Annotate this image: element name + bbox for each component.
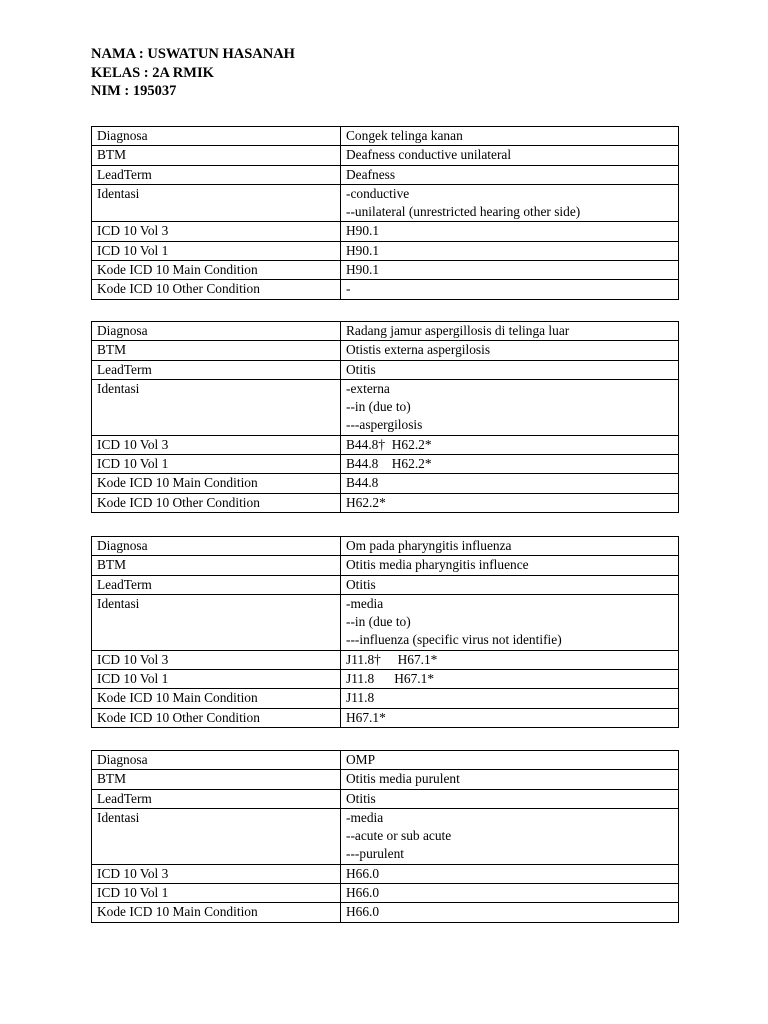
table-row [92,770,679,789]
row-value [341,689,679,708]
value-line: H66.0 [346,865,380,881]
value-line: Otitis media purulent [346,771,460,787]
value-line: Otitis [346,361,376,377]
row-value [341,184,679,222]
row-value [341,575,679,594]
row-value [341,322,679,341]
table-row [92,789,679,808]
table-row [92,146,679,165]
table-row [92,751,679,770]
value-line: Om pada pharyngitis influenza [346,538,512,553]
table-row [92,575,679,594]
table-row [92,165,679,184]
table-row [92,708,679,727]
value-line: Deafness [346,166,396,182]
row-label: Kode ICD 10 Main Condition [92,689,341,708]
row-value [341,474,679,493]
row-label: Diagnosa [92,537,341,556]
table-row [92,184,679,222]
row-label: ICD 10 Vol 3 [92,864,341,883]
value-line: ---purulent [346,846,405,862]
row-label: Identasi [92,184,341,222]
value-line: Radang jamur aspergillosis di telinga luar [346,323,570,338]
row-value [341,222,679,241]
value-line: H66.0 [346,885,380,901]
row-value [341,241,679,260]
row-label: LeadTerm [92,360,341,379]
value-line: J11.8† H67.1* [346,651,438,667]
row-label: Identasi [92,379,341,435]
table-row [92,808,679,864]
row-value [341,789,679,808]
row-value [341,341,679,360]
value-line: --acute or sub acute [346,828,452,844]
value-line: B44.8 H62.2* [346,456,432,472]
row-label: Identasi [92,594,341,650]
row-value [341,537,679,556]
row-label: ICD 10 Vol 3 [92,435,341,454]
row-label: BTM [92,341,341,360]
row-label: ICD 10 Vol 1 [92,455,341,474]
value-line: --unilateral (unrestricted hearing other side) [346,204,581,220]
student-name: NAMA : USWATUN HASANAH [91,46,295,62]
table-row [92,884,679,903]
value-line: --in (due to) [346,614,411,630]
value-line: H67.1* [346,709,386,725]
row-value [341,903,679,922]
icd-coding-table [91,321,679,513]
row-label: LeadTerm [92,575,341,594]
row-label: ICD 10 Vol 3 [92,222,341,241]
table-row [92,537,679,556]
row-label: Kode ICD 10 Main Condition [92,474,341,493]
table-row [92,241,679,260]
row-value [341,261,679,280]
value-line: J11.8 H67.1* [346,671,435,687]
table-row [92,864,679,883]
row-label: BTM [92,556,341,575]
value-line: B44.8 [346,475,379,491]
table-row [92,903,679,922]
row-label: Kode ICD 10 Main Condition [92,903,341,922]
table-row [92,322,679,341]
row-label: Kode ICD 10 Main Condition [92,261,341,280]
value-line: ---aspergilosis [346,417,423,433]
value-line: -media [346,595,384,611]
row-value [341,884,679,903]
row-value [341,435,679,454]
row-value [341,379,679,435]
row-label: ICD 10 Vol 1 [92,241,341,260]
value-line: Deafness conductive unilateral [346,147,512,163]
row-value [341,808,679,864]
icd-coding-table [91,126,679,300]
value-line: ---influenza (specific virus not identifie) [346,632,562,648]
row-label: BTM [92,770,341,789]
row-label: ICD 10 Vol 1 [92,884,341,903]
row-value [341,455,679,474]
row-value [341,493,679,512]
value-line: Otitis [346,576,376,592]
value-line: -externa [346,380,390,396]
row-label: Kode ICD 10 Other Condition [92,280,341,299]
row-label: Kode ICD 10 Other Condition [92,493,341,512]
table-row [92,650,679,669]
row-value [341,594,679,650]
row-label: ICD 10 Vol 1 [92,670,341,689]
value-line: - [346,281,351,297]
student-header [91,45,295,101]
row-label: LeadTerm [92,165,341,184]
row-label: Kode ICD 10 Other Condition [92,708,341,727]
row-value [341,360,679,379]
value-line: Otitis media pharyngitis influence [346,557,529,573]
value-line: H62.2* [346,494,386,510]
table-row [92,474,679,493]
value-line: H90.1 [346,223,380,239]
student-nim: NIM : 195037 [91,83,177,99]
table-row [92,493,679,512]
row-label: Diagnosa [92,127,341,146]
row-value [341,751,679,770]
table-row [92,261,679,280]
row-value [341,146,679,165]
row-value [341,708,679,727]
table-row [92,127,679,146]
value-line: -conductive [346,185,410,201]
table-row [92,280,679,299]
row-value [341,650,679,669]
icd-coding-table [91,750,679,923]
table-row [92,360,679,379]
value-line: --in (due to) [346,399,411,415]
row-value [341,556,679,575]
table-row [92,222,679,241]
row-value [341,670,679,689]
table-row [92,689,679,708]
table-row [92,670,679,689]
row-label: BTM [92,146,341,165]
row-value [341,165,679,184]
value-line: Otistis externa aspergilosis [346,342,491,358]
table-row [92,435,679,454]
row-value [341,280,679,299]
row-label: ICD 10 Vol 3 [92,650,341,669]
value-line: B44.8† H62.2* [346,436,432,452]
table-row [92,556,679,575]
value-line: -media [346,809,384,825]
value-line: J11.8 [346,690,375,706]
value-line: H90.1 [346,262,380,278]
row-value [341,864,679,883]
row-value [341,127,679,146]
value-line: H90.1 [346,242,380,258]
row-label: Diagnosa [92,751,341,770]
value-line: OMP [346,752,376,767]
table-row [92,379,679,435]
row-label: Identasi [92,808,341,864]
row-label: LeadTerm [92,789,341,808]
table-row [92,594,679,650]
table-row [92,341,679,360]
value-line: Otitis [346,790,376,806]
student-class: KELAS : 2A RMIK [91,64,214,81]
value-line: H66.0 [346,904,380,920]
icd-coding-table [91,536,679,728]
value-line: Congek telinga kanan [346,128,463,143]
row-value [341,770,679,789]
table-row [92,455,679,474]
row-label: Diagnosa [92,322,341,341]
